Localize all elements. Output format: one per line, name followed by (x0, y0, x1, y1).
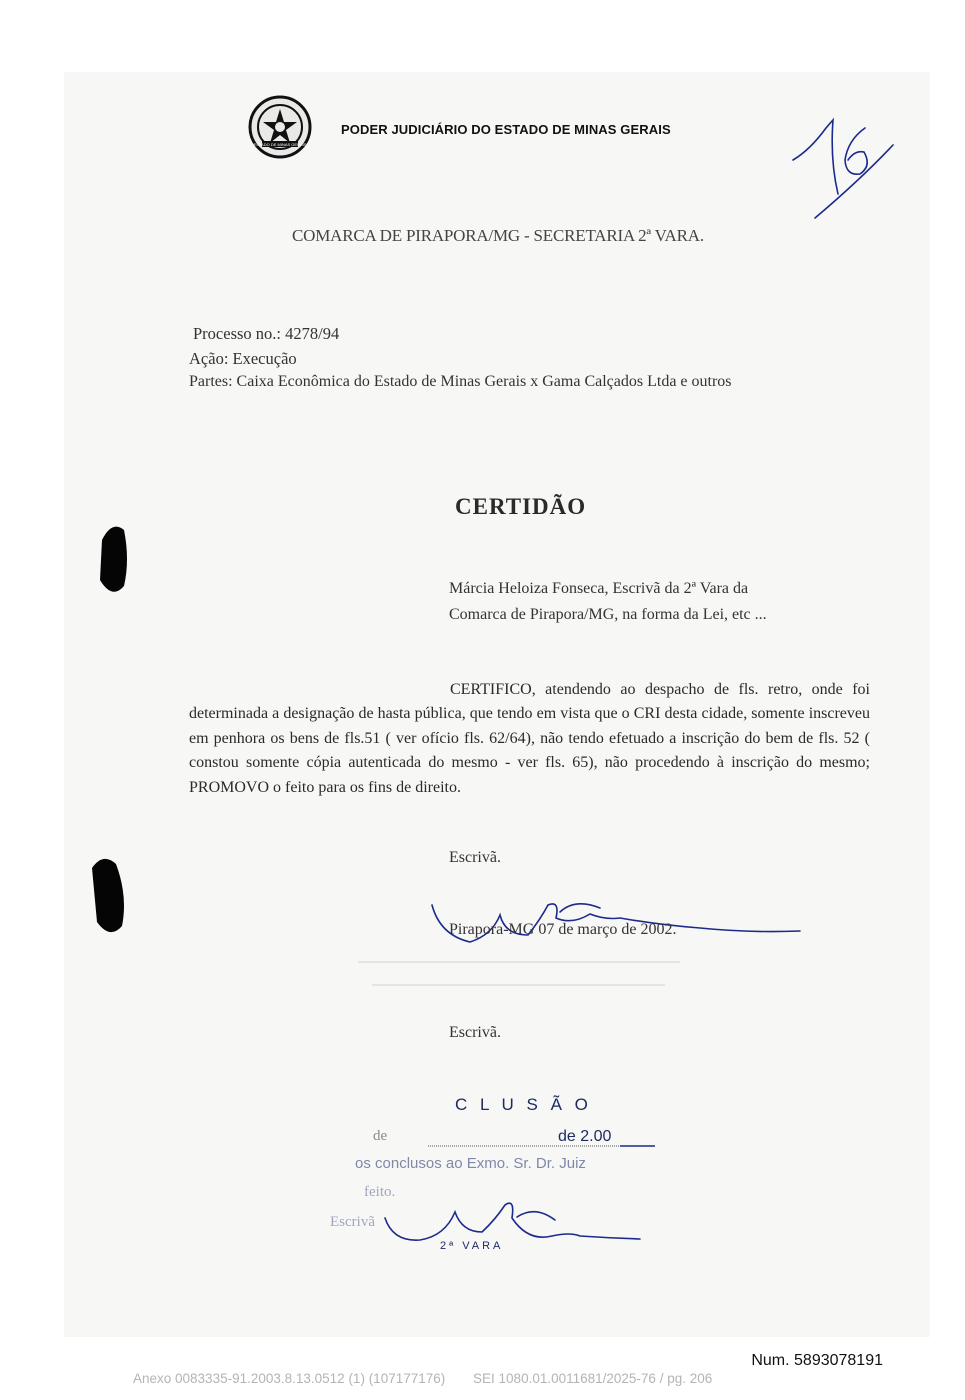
seal-text: ESTADO DE MINAS GERAIS (253, 142, 307, 147)
footer-anexo: Anexo 0083335-91.2003.8.13.0512 (1) (107177176) (133, 1371, 446, 1386)
intro-line-1: Márcia Heloiza Fonseca, Escrivã da 2ª Vara da (449, 580, 749, 597)
footer-sei: SEI 1080.01.0011681/2025-76 / pg. 206 (473, 1371, 713, 1386)
conclusao-title: C L U S Ã O (455, 1095, 592, 1114)
processo-line: Processo no.: 4278/94 (193, 324, 340, 343)
conclusao-feito: feito. (364, 1184, 396, 1200)
conclusao-de-label: de (373, 1128, 388, 1144)
document-number: Num. 5893078191 (751, 1352, 883, 1369)
conclusao-date: de 2.00 (558, 1128, 612, 1145)
certidao-body (189, 678, 870, 800)
comarca-line: COMARCA DE PIRAPORA/MG - SECRETARIA 2ª VARA. (292, 226, 704, 245)
partes-line: Partes: Caixa Econômica do Estado de Minas Gerais x Gama Calçados Ltda e outros (189, 373, 732, 390)
intro-line-2: Comarca de Pirapora/MG, na forma da Lei, etc ... (449, 606, 767, 623)
acao-line: Ação: Execução (189, 349, 297, 368)
place-date-line: Pirapora-MG 07 de março de 2002. (449, 921, 677, 938)
certidao-title: CERTIDÃO (455, 494, 587, 519)
court-seal-icon (248, 95, 312, 159)
conclusao-conclusos: os conclusos ao Exmo. Sr. Dr. Juiz (355, 1155, 586, 1172)
conclusao-vara: 2ª VARA (440, 1240, 504, 1252)
court-header: PODER JUDICIÁRIO DO ESTADO DE MINAS GERAIS (341, 122, 671, 137)
footer-reference (133, 1371, 833, 1386)
escriva-label-2: Escrivã. (449, 1024, 501, 1041)
escriva-label-1: Escrivã. (449, 849, 501, 866)
conclusao-escriva: Escrivã (330, 1214, 375, 1230)
certidao-body-text: CERTIFICO, atendendo ao despacho de fls. retro, onde foi determinada a designação de hasta pública, que tendo em vista que o CRI desta cidade, somente inscreveu em penhora os bens de fls.51 ( ver ofício fls. 62/64), não tendo efetuado a inscrição do bem de fls. 52 ( constou somente cópia autenticada do mesmo - ver fls. 65), não procedendo à inscrição do mesmo; PROMOVO o feito para os fins de direito. (189, 681, 870, 796)
